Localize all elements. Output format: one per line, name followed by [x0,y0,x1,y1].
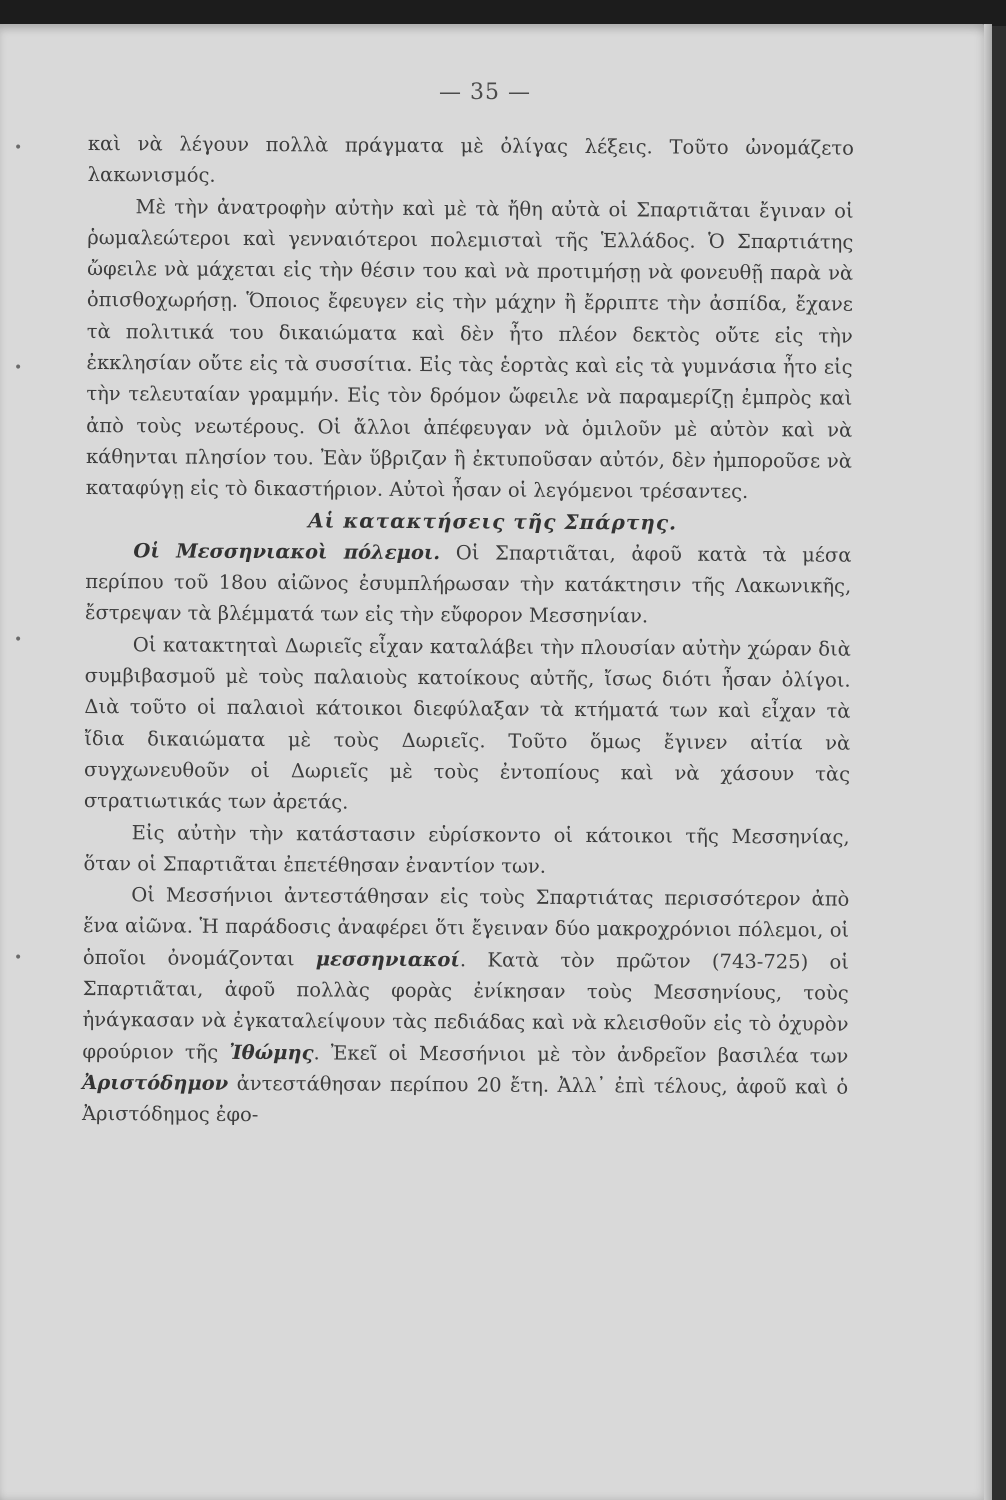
body-text [82,128,854,1134]
paragraph-dorian-conquerors: Οἱ κατακτηταὶ Δωριεῖς εἶχαν καταλάβει τὴν πλουσίαν αὐτὴν χώραν διὰ συμβιβασμοῦ μὲ τοὺς παλαιοὺς κατοίκους αὐτῆς, ἴσως διότι ἦσαν ὀλίγοι. Διὰ τοῦτο οἱ παλαιοὶ κάτοικοι διεφύλαξαν τὰ κτήματά των καὶ εἶχαν τὰ ἴδια δικαιώματα μὲ τοὺς Δωριεῖς. Τοῦτο ὅμως ἔγινεν αἰτία νὰ συγχωνευθοῦν οἱ Δωριεῖς μὲ τοὺς ἐντοπίους καὶ νὰ χάσουν τὰς στρατιωτικάς των ἀρετάς. [83,633,851,814]
paragraph-messenian-wars [85,535,852,634]
page-edge-shadow [984,24,992,1500]
paragraph-spartan-upbringing: Μὲ τὴν ἀνατροφὴν αὐτὴν καὶ μὲ τὰ ἤθη αὐτὰ οἱ Σπαρτιᾶται ἔγιναν οἱ ῥωμαλεώτεροι καὶ γενναιότεροι πολεμισταὶ τῆς Ἑλλάδος. Ὁ Σπαρτιάτης ὤφειλε νὰ μάχεται εἰς τὴν θέσιν του καὶ νὰ προτιμήσῃ νὰ φονευθῇ παρὰ νὰ ὀπισθοχωρήσῃ. Ὅποιος ἔφευγεν εἰς τὴν μάχην ἢ ἔρριπτε τὴν ἀσπίδα, ἔχανε τὰ πολιτικά του δικαιώματα καὶ δὲν ἦτο πλέον δεκτὸς οὔτε εἰς τὴν ἐκκλησίαν οὔτε εἰς τὰ συσσίτια. Εἰς τὰς ἑορτὰς καὶ εἰς τὰ γυμνάσια ἦτο εἰς τὴν τελευταίαν γραμμήν. Εἰς τὸν δρόμον ὤφειλε νὰ παραμερίζῃ ἐμπρὸς καὶ ἀπὸ τοὺς νεωτέρους. Οἱ ἄλλοι ἀπέφευγαν νὰ ὁμιλοῦν μὲ αὐτὸν καὶ νὰ κάθηνται πλησίον του. Ἐὰν ὕβριζαν ἢ ἐκτυποῦσαν αὐτόν, δὲν ἠμποροῦσε νὰ καταφύγῃ εἰς τὸ δικαστήριον. Αὐτοὶ ἦσαν οἱ λεγόμενοι τρέσαντες. [85,194,854,504]
emphasis-term: μεσσηνιακοί [315,947,460,972]
run-in-heading: Οἱ Μεσσηνιακοὶ πόλεμοι. [133,539,441,565]
page-number: — 35 — [439,80,531,105]
paragraph-continuation: καὶ νὰ λέγουν πολλὰ πράγματα μὲ ὀλίγας λέξεις. Τοῦτο ὠνομάζετο λακωνισμός. [87,131,854,188]
scanner-top-band [0,0,1006,26]
paragraph-text: . Ἐκεῖ οἱ Μεσσήνιοι μὲ τὸν ἀνδρεῖον βασιλέα των [313,1041,849,1068]
margin-mark: • [14,632,23,648]
paragraph-text: ἀντεστάθησαν περίπου 20 ἔτη. Ἀλλ᾽ ἐπὶ τέλους, ἀφοῦ καὶ ὁ Ἀριστόδημος ἐφο- [81,1071,849,1127]
paragraph-text: Οἱ Μεσσήνιοι ἀντεστάθησαν εἰς τοὺς Σπαρτιάτας περισσότερον ἀπὸ ἕνα αἰῶνα. Ἡ παράδοσις ἀναφέρει ὅτι ἔγειναν δύο μακροχρόνιοι πόλεμοι, οἱ ὁποῖοι ὀνομάζονται [82,883,850,970]
section-heading: Αἱ κατακτήσεις τῆς Σπάρτης. [308,507,678,535]
paragraph-text: Οἱ Σπαρτιᾶται, ἀφοῦ κατὰ τὰ μέσα περίπου τοῦ 18ου αἰῶνος ἐσυμπλήρωσαν τὴν κατάκτησιν τῆς Λακωνικῆς, ἔστρεψαν τὰ βλέμματά των εἰς τὴν εὔφορον Μεσσηνίαν. [84,541,852,628]
margin-mark: • [14,950,23,966]
margin-mark: • [14,360,23,376]
paragraph-messenian-resistance [82,879,850,1134]
paragraph-messenia-state: Εἰς αὐτὴν τὴν κατάστασιν εὑρίσκοντο οἱ κάτοικοι τῆς Μεσσηνίας, ὅταν οἱ Σπαρτιᾶται ἐπετέθησαν ἐναντίον των. [83,820,850,878]
paragraph-text: . Κατὰ τὸν πρῶτον (743-725) οἱ Σπαρτιᾶται, ἀφοῦ πολλὰς φορὰς ἐνίκησαν τοὺς Μεσσηνίους, τοὺς ἠνάγκασαν νὰ ἐγκαταλείψουν τὰς πεδιάδας καὶ νὰ κλεισθοῦν εἰς τὸ ὀχυρὸν φρούριον τῆς [82,948,849,1064]
emphasis-name: Ἀριστόδημον [82,1070,229,1095]
margin-mark: • [14,140,23,156]
emphasis-place: Ἰθώμης [229,1040,314,1065]
